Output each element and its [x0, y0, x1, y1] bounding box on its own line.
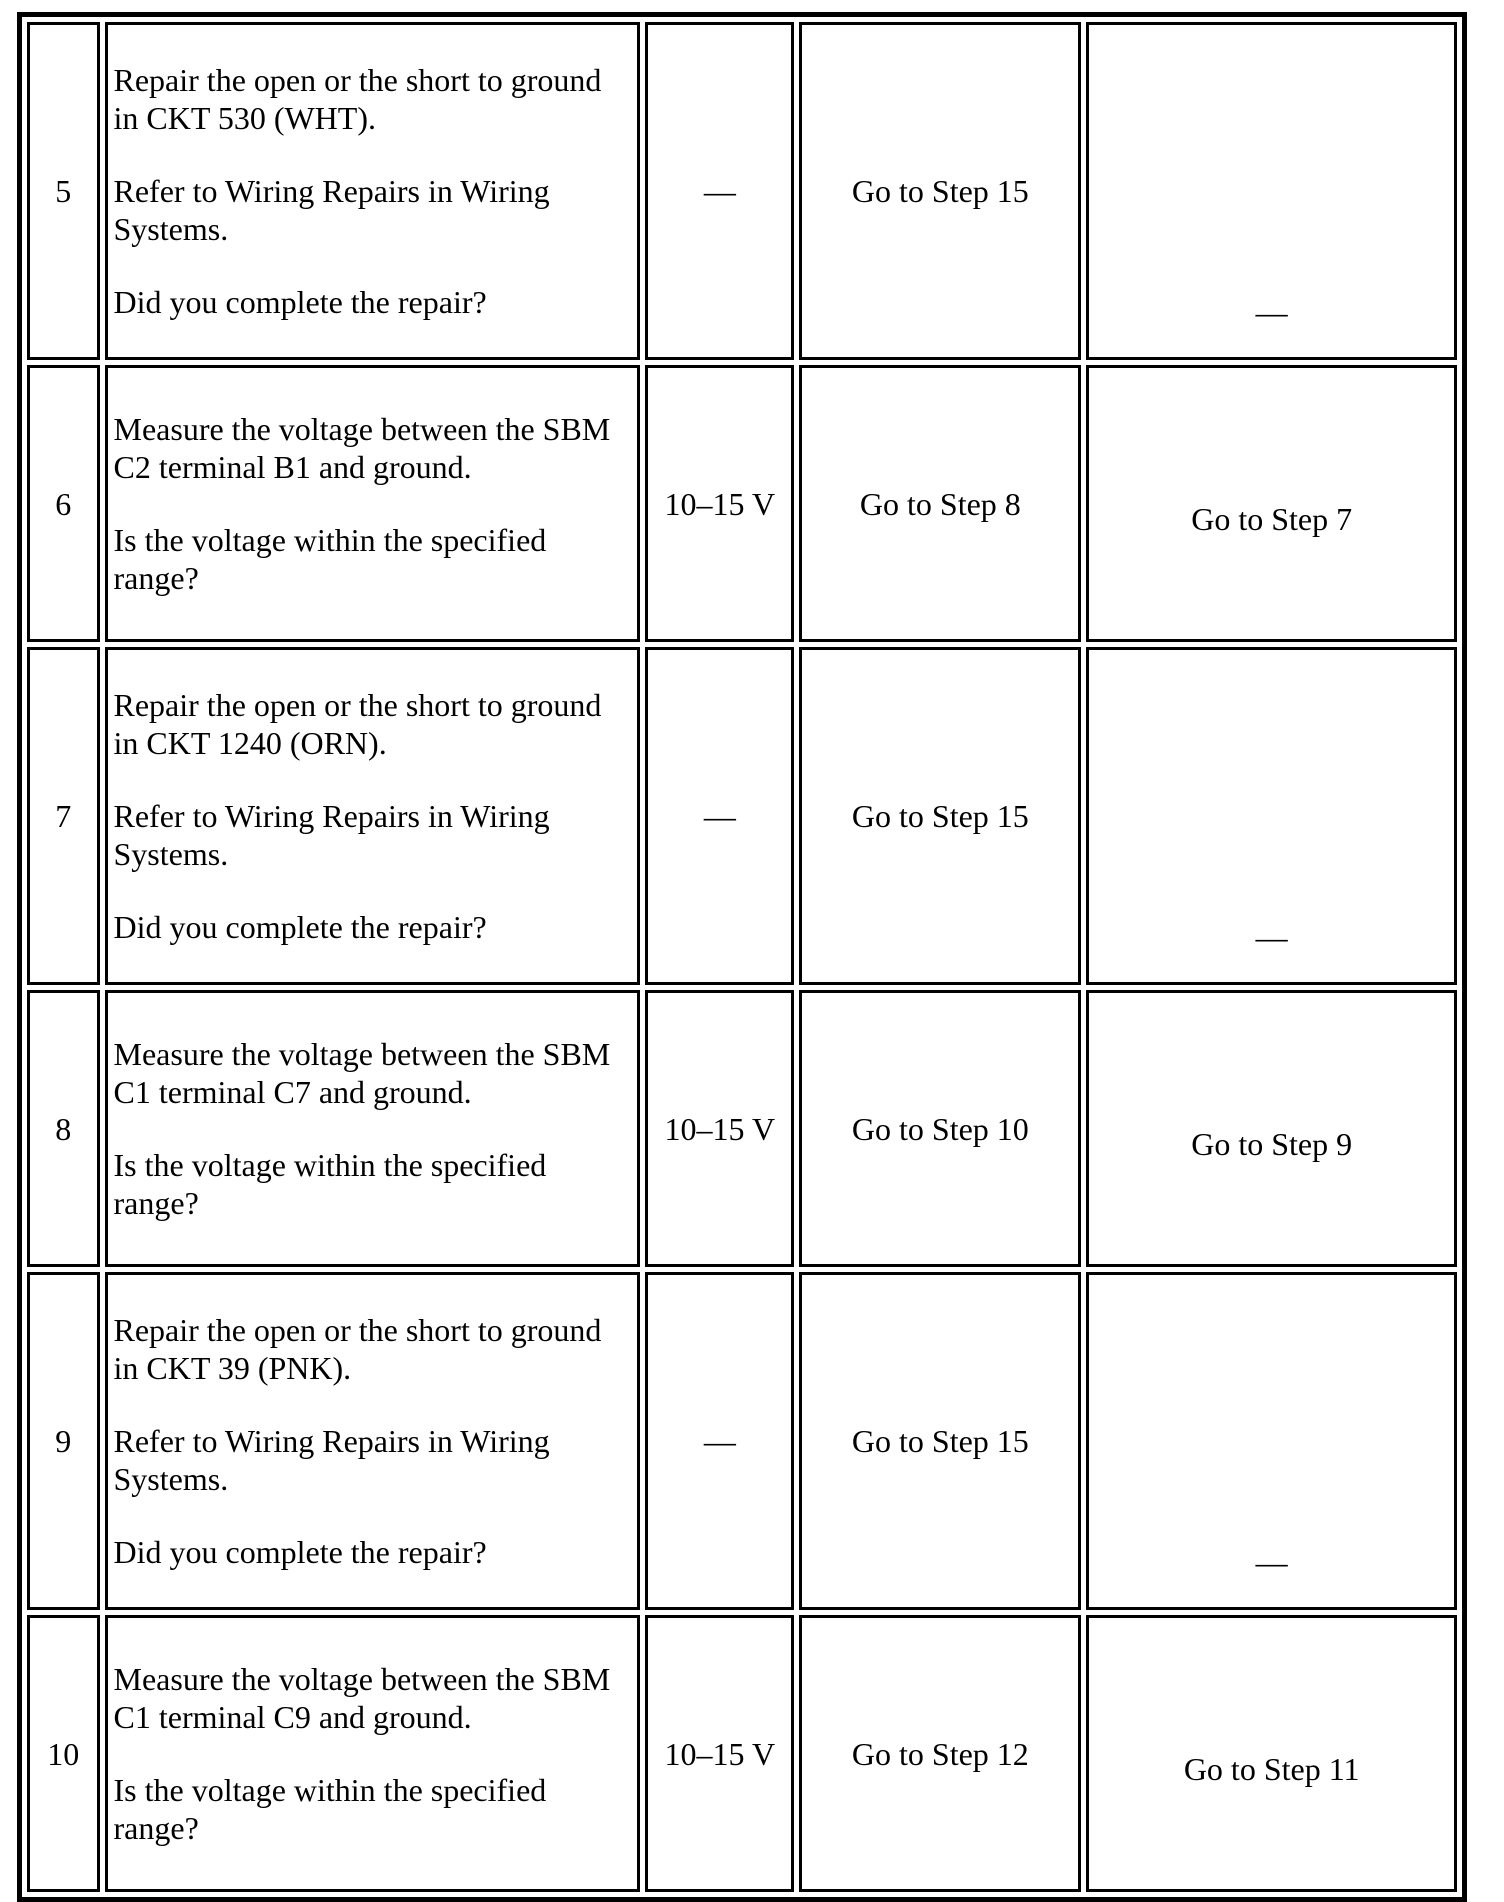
action-text: Repair the open or the short to ground in CKT 1240 (ORN). [113, 687, 602, 761]
action-text: Is the voltage within the specified range? [113, 522, 547, 596]
no-cell: Go to Step 11 [1086, 1615, 1457, 1892]
action-text: Repair the open or the short to ground in CKT 530 (WHT). [113, 62, 602, 136]
action-text: Measure the voltage between the SBM C1 terminal C7 and ground. [113, 1036, 611, 1110]
diagnostic-table [17, 12, 1467, 1902]
table-row [27, 365, 1457, 642]
table-row [27, 647, 1457, 985]
step-number: 5 [27, 22, 100, 360]
no-cell: — [1086, 22, 1457, 360]
no-cell: Go to Step 9 [1086, 990, 1457, 1267]
action-cell [105, 365, 641, 642]
action-text: Refer to Wiring Repairs in Wiring Systems. [113, 173, 550, 247]
step-number: 8 [27, 990, 100, 1267]
action-text: Did you complete the repair? [113, 284, 487, 320]
step-number: 7 [27, 647, 100, 985]
no-cell: Go to Step 7 [1086, 365, 1457, 642]
action-cell [105, 1615, 641, 1892]
table-row [27, 1615, 1457, 1892]
action-text: Refer to Wiring Repairs in Wiring Systems. [113, 798, 550, 872]
value-cell: — [645, 647, 794, 985]
table-row [27, 22, 1457, 360]
table-row [27, 1272, 1457, 1610]
action-text: Measure the voltage between the SBM C2 terminal B1 and ground. [113, 411, 611, 485]
action-text: Measure the voltage between the SBM C1 terminal C9 and ground. [113, 1661, 611, 1735]
value-cell: 10–15 V [645, 990, 794, 1267]
action-text: Refer to Wiring Repairs in Wiring Systems. [113, 1423, 550, 1497]
table-row [27, 990, 1457, 1267]
yes-cell: Go to Step 8 [799, 365, 1081, 642]
action-text: Is the voltage within the specified range? [113, 1147, 547, 1221]
action-cell [105, 990, 641, 1267]
value-cell: — [645, 1272, 794, 1610]
no-cell: — [1086, 647, 1457, 985]
yes-cell: Go to Step 15 [799, 1272, 1081, 1610]
yes-cell: Go to Step 10 [799, 990, 1081, 1267]
value-cell: 10–15 V [645, 365, 794, 642]
action-cell [105, 647, 641, 985]
yes-cell: Go to Step 15 [799, 647, 1081, 985]
yes-cell: Go to Step 12 [799, 1615, 1081, 1892]
action-text: Is the voltage within the specified range? [113, 1772, 547, 1846]
step-number: 10 [27, 1615, 100, 1892]
action-text: Repair the open or the short to ground in CKT 39 (PNK). [113, 1312, 602, 1386]
step-number: 6 [27, 365, 100, 642]
value-cell: — [645, 22, 794, 360]
action-cell [105, 22, 641, 360]
no-cell: — [1086, 1272, 1457, 1610]
action-text: Did you complete the repair? [113, 909, 487, 945]
yes-cell: Go to Step 15 [799, 22, 1081, 360]
action-cell [105, 1272, 641, 1610]
value-cell: 10–15 V [645, 1615, 794, 1892]
step-number: 9 [27, 1272, 100, 1610]
action-text: Did you complete the repair? [113, 1534, 487, 1570]
